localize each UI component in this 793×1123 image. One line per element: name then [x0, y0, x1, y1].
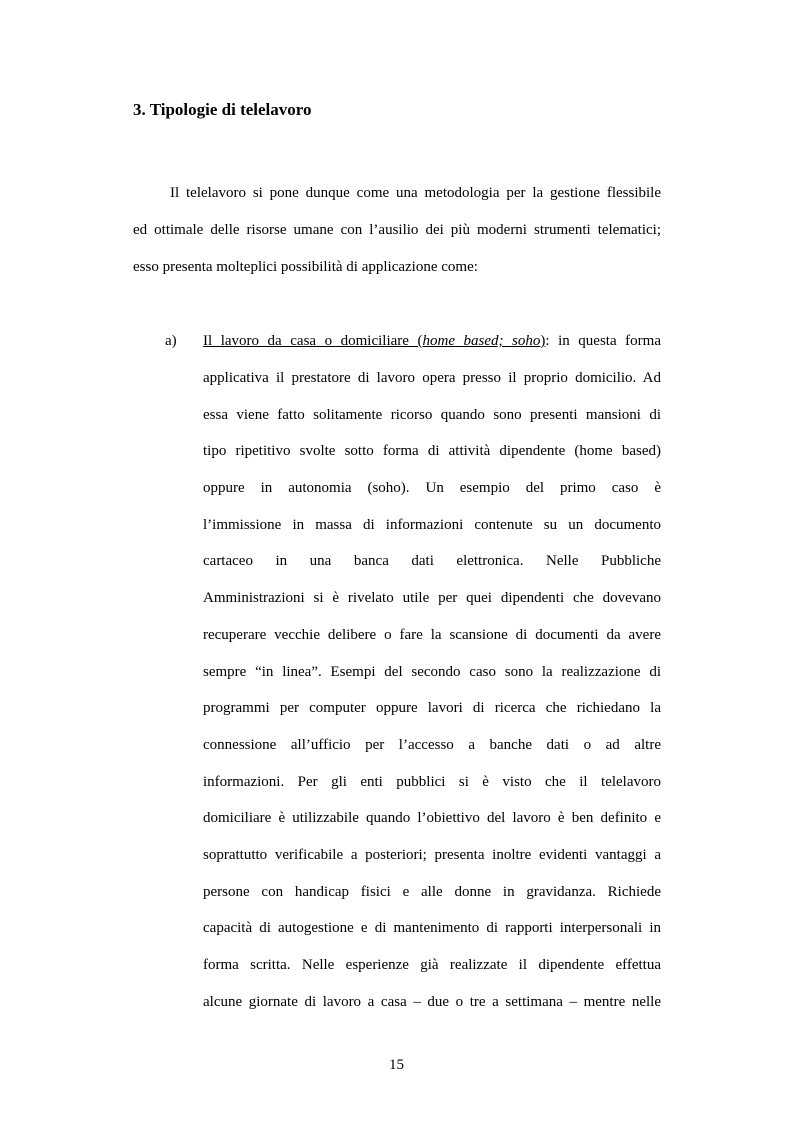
page-number: 15 [389, 1057, 404, 1073]
list-item-line: l’immissione in massa di informazioni contenute su un documento [203, 517, 661, 533]
list-item-line: essa viene fatto solitamente ricorso quando sono presenti mansioni di [203, 407, 661, 423]
intro-line-2-text: ed ottimale delle risorse umane con l’ausilio dei più moderni strumenti telematici; [133, 222, 661, 238]
intro-line-2 [133, 220, 661, 240]
list-item-line: programmi per computer oppure lavori di ricerca che richiedano la [203, 700, 661, 716]
list-item-line: tipo ripetitivo svolte sotto forma di attività dipendente (home based) [203, 443, 661, 459]
intro-line-1 [170, 183, 661, 203]
list-item-line: sempre “in linea”. Esempi del secondo caso sono la realizzazione di [203, 664, 661, 680]
intro-line-1-text: Il telelavoro si pone dunque come una metodologia per la gestione flessibile [170, 185, 661, 201]
list-item-title-italic: home based; soho [422, 333, 541, 349]
list-item-label: a) [165, 333, 177, 349]
list-item-title-prefix: Il lavoro da casa o domiciliare ( [203, 333, 423, 349]
list-item-line: forma scritta. Nelle esperienze già realizzate il dipendente effettua [203, 957, 661, 973]
list-item-line: informazioni. Per gli enti pubblici si è visto che il telelavoro [203, 774, 661, 790]
list-item-title [203, 333, 545, 349]
list-item-line: applicativa il prestatore di lavoro opera presso il proprio domicilio. Ad [203, 370, 661, 386]
list-item-line: oppure in autonomia (soho). Un esempio del primo caso è [203, 480, 661, 496]
list-item-line: connessione all’ufficio per l’accesso a banche dati o ad altre [203, 737, 661, 753]
list-item-title-line [203, 331, 661, 351]
list-item-line: Amministrazioni si è rivelato utile per quei dipendenti che dovevano [203, 590, 661, 606]
intro-line-3: esso presenta molteplici possibilità di applicazione come: [133, 259, 478, 275]
list-item-line: persone con handicap fisici e alle donne in gravidanza. Richiede [203, 884, 661, 900]
list-item-line: recuperare vecchie delibere o fare la scansione di documenti da avere [203, 627, 661, 643]
list-item-line: alcune giornate di lavoro a casa – due o tre a settimana – mentre nelle [203, 994, 661, 1010]
list-item-line: capacità di autogestione e di mantenimento di rapporti interpersonali in [203, 920, 661, 936]
list-item-line: soprattutto verificabile a posteriori; presenta inoltre evidenti vantaggi a [203, 847, 661, 863]
list-item-line: cartaceo in una banca dati elettronica. Nelle Pubbliche [203, 553, 661, 569]
section-heading: 3. Tipologie di telelavoro [133, 100, 312, 119]
list-item-line: domiciliare è utilizzabile quando l’obiettivo del lavoro è ben definito e [203, 810, 661, 826]
list-item-title-continuation: : in questa forma [545, 333, 661, 349]
list-item-title-suffix: ) [540, 333, 546, 349]
